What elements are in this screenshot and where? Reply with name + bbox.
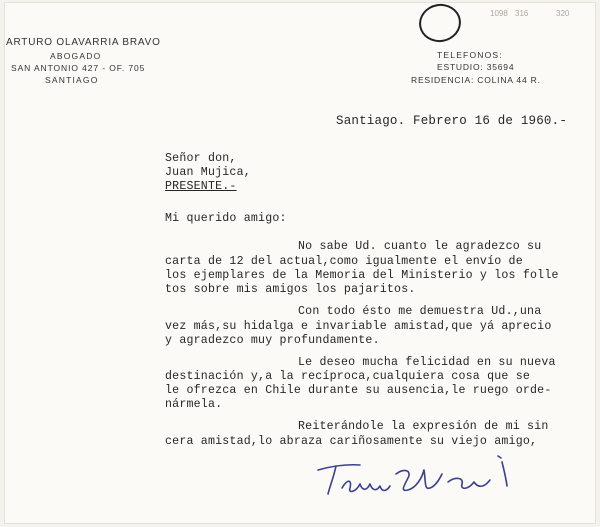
body-line-13: cera amistad,lo abraza cariñosamente su viejo amigo, xyxy=(165,435,538,448)
recipient-line-3: PRESENTE.- xyxy=(165,180,237,193)
archive-ref-3: 320 xyxy=(556,9,570,18)
salutation: Mi querido amigo: xyxy=(165,212,287,225)
letter-date: Santiago. Febrero 16 de 1960.- xyxy=(336,114,568,128)
letterhead-home-phone: RESIDENCIA: COLINA 44 R. xyxy=(411,75,541,85)
letterhead-address: SAN ANTONIO 427 - OF. 705 xyxy=(11,63,146,73)
body-line-6: vez más,su hidalga e invariable amistad,que yá aprecio xyxy=(165,320,552,333)
letterhead-title: ABOGADO xyxy=(50,51,102,61)
body-line-5: Con todo ésto me demuestra Ud.,una xyxy=(298,305,542,318)
archive-ref-1: 1098 xyxy=(490,9,508,18)
letterhead-city: SANTIAGO xyxy=(45,75,99,85)
archive-ref-2: 316 xyxy=(515,9,529,18)
body-line-8: Le deseo mucha felicidad en su nueva xyxy=(298,356,556,369)
recipient-line-1: Señor don, xyxy=(165,152,237,165)
body-line-3: los ejemplares de la Memoria del Ministerio y los folle xyxy=(165,269,559,282)
letterhead-name: ARTURO OLAVARRIA BRAVO xyxy=(6,37,161,48)
recipient-line-2: Juan Mujica, xyxy=(165,166,251,179)
body-line-10: le ofrezca en Chile durante su ausencia,le ruego orde- xyxy=(165,384,552,397)
body-line-7: y agradezco muy profundamente. xyxy=(165,334,380,347)
letterhead-office-phone: ESTUDIO: 35694 xyxy=(437,62,515,72)
handwritten-signature xyxy=(312,448,522,500)
body-line-9: destinación y,a la recíproca,cualquiera cosa que se xyxy=(165,370,531,383)
body-line-11: nármela. xyxy=(165,398,223,411)
body-line-12: Reiterándole la expresión de mi sin xyxy=(298,420,549,433)
body-line-1: No sabe Ud. cuanto le agradezco su xyxy=(298,240,542,253)
body-line-2: carta de 12 del actual,como igualmente el envío de xyxy=(165,255,523,268)
body-line-4: tos sobre mis amigos los pajaritos. xyxy=(165,283,416,296)
letterhead-phones-label: TELEFONOS: xyxy=(437,50,503,60)
